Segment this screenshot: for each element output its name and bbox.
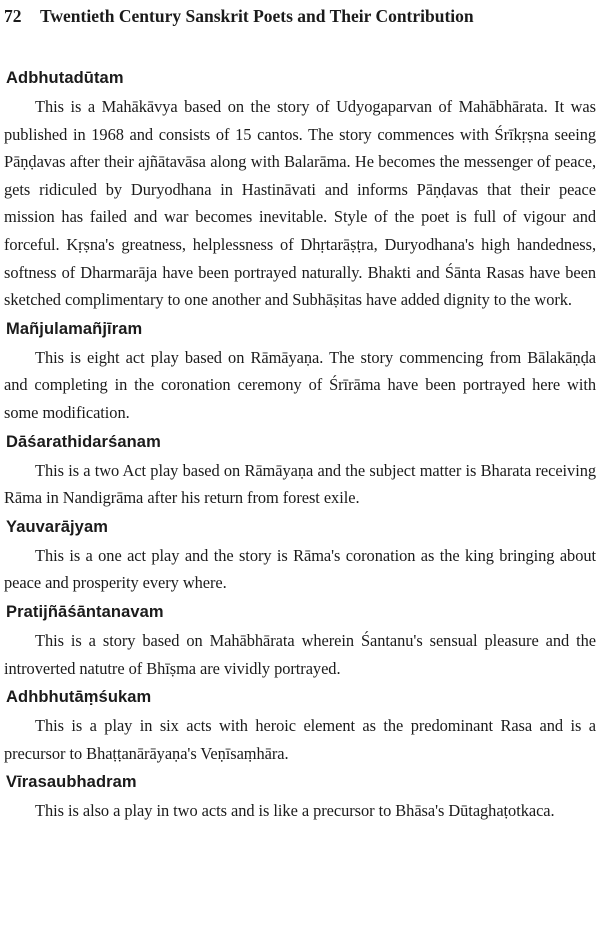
entry-title: Vīrasaubhadram — [6, 773, 137, 792]
entry-adbhutadutam — [4, 67, 596, 314]
entry-dasarathidarsanam — [4, 431, 596, 512]
entry-body: This is a one act play and the story is Rāma's coronation as the king bringing about peace and prosperity every where. — [4, 545, 596, 593]
entry-body: This is a story based on Mahābhārata wherein Śantanu's sensual pleasure and the introverted natutre of Bhīṣma are vividly portrayed. — [4, 630, 596, 678]
page-number: 72 — [4, 6, 22, 26]
entry-title: Adhbhutāṃśukam — [6, 688, 152, 707]
book-title: Twentieth Century Sanskrit Poets and Their Contribution — [40, 6, 474, 26]
running-head — [4, 6, 596, 34]
entries — [4, 67, 596, 825]
entry-title: Yauvarājyam — [6, 517, 109, 536]
entry-body: This is eight act play based on Rāmāyaṇa. The story commencing from Bālakāṇḍa and completing in the coronation ceremony of Śrīrāma have been portrayed here with some modification. — [4, 347, 596, 422]
entry-body: This is a two Act play based on Rāmāyaṇa and the subject matter is Bharata receiving Rāma in Nandigrāma after his return from forest exile. — [4, 460, 596, 508]
entry-body: This is a play in six acts with heroic element as the predominant Rasa and is a precursor to Bhaṭṭanārāyaṇa's Veṇīsaṃhāra. — [4, 716, 596, 763]
entry-adhbhutamsukam — [4, 686, 596, 767]
entry-yauvarajyam — [4, 516, 596, 597]
entry-title: Mañjulamañjīram — [6, 319, 143, 338]
entry-body: This is also a play in two acts and is like a precursor to Bhāsa's Dūtaghaṭotkaca. — [35, 801, 555, 821]
entry-body: This is a Mahākāvya based on the story of Udyogaparvan of Mahābhārata. It was published in 1968 and consists of 15 cantos. The story commences with Śrīkṛṣna seeing Pāṇḍavas after their ajñātavāsa along with Balarāma. He becomes the messenger of peace, gets ridiculed by Duryodhana in Hastināvati and informs Pāṇḍavas that their peace mission has failed and war becomes inevitable. Style of the poet is full of vigour and forceful. Kṛṣna's greatness, helplessness of Dhṛtarāṣṭra, Duryodhana's high handedness, softness of Dharmarāja have been portrayed naturally. Bhakti and Śānta Rasas have been sketched complimentary to one another and Subhāṣitas have added dignity to the work. — [4, 97, 596, 310]
entry-title: Adbhutadūtam — [6, 69, 124, 87]
entry-pratijnasantanavam — [4, 601, 596, 682]
entry-title: Dāśarathidarśanam — [6, 432, 161, 451]
entry-title: Pratijñāśāntanavam — [6, 602, 164, 621]
entry-manjulamanjiram — [4, 318, 596, 427]
entry-virasaubhadram — [4, 771, 596, 825]
